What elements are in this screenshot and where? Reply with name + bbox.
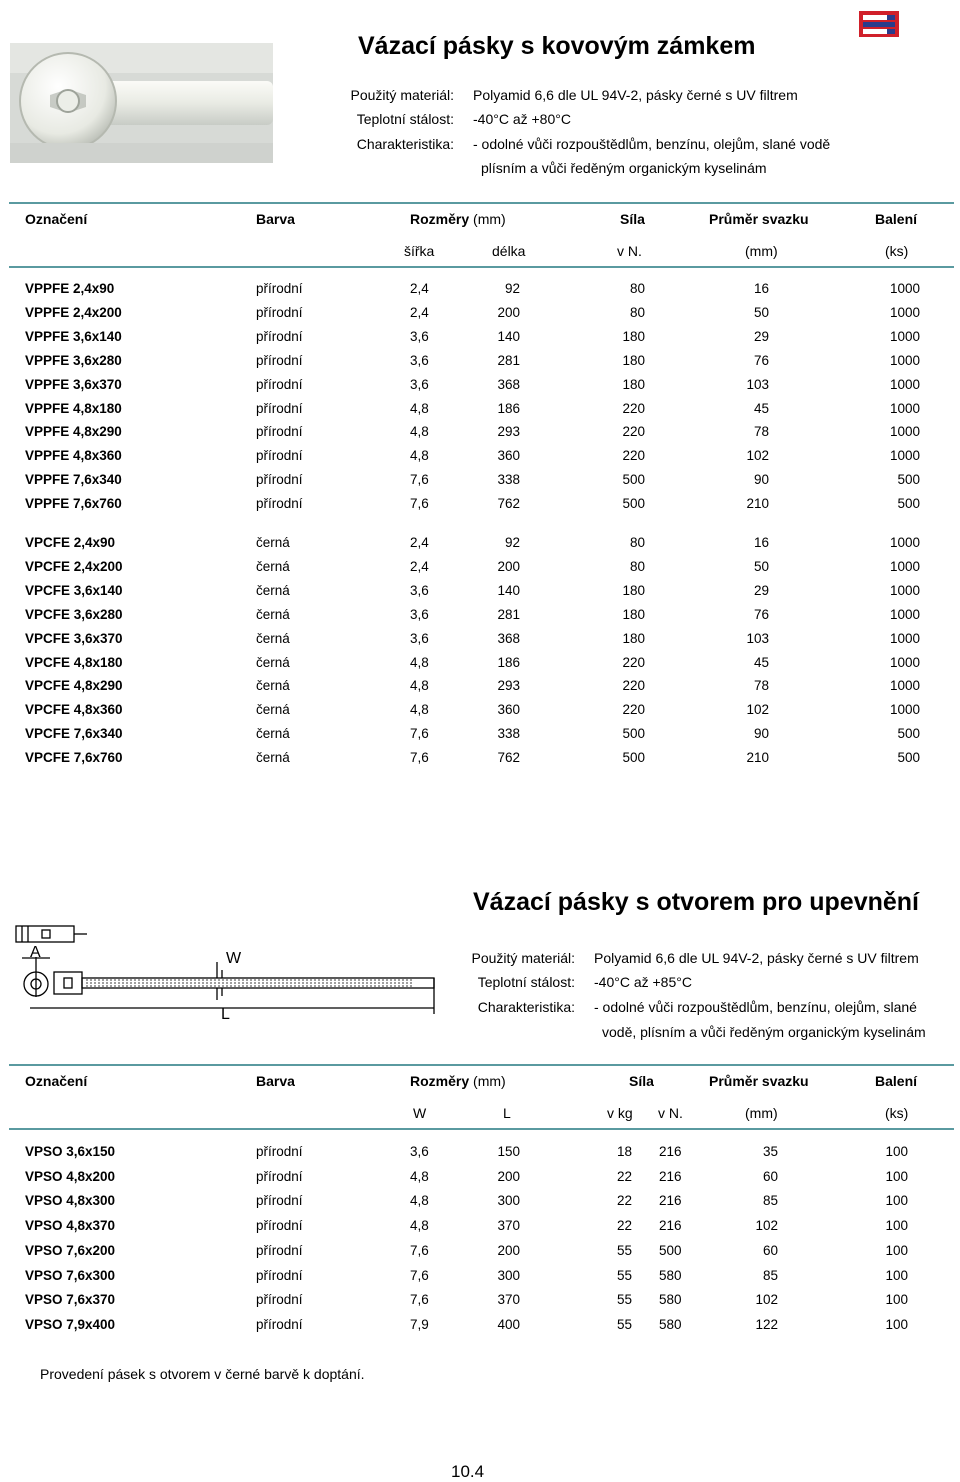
cell-diameter: 78 [753, 678, 769, 694]
cell-diameter: 76 [753, 606, 769, 622]
subheader-force-kg: v kg [607, 1105, 633, 1121]
spec-value: - odolné vůči rozpouštědlům, benzínu, olejům, slané vodě [473, 136, 831, 152]
cell-pack: 100 [885, 1316, 908, 1332]
spec-label: Charakteristika: [356, 136, 454, 152]
product-photo-cable-tie [10, 43, 273, 163]
cell-width: 4,8 [410, 1218, 429, 1234]
cell-length: 293 [497, 424, 520, 440]
cell-color: přírodní [256, 1193, 303, 1209]
cell-color: přírodní [256, 424, 303, 440]
cell-color: přírodní [256, 1144, 303, 1159]
table-row [0, 353, 960, 375]
table-row [0, 559, 960, 581]
cell-force-n: 216 [659, 1168, 682, 1184]
cell-color: přírodní [256, 1242, 303, 1258]
cell-length: 200 [497, 558, 520, 574]
spec-value: - odolné vůči rozpouštědlům, benzínu, olejům, slané [594, 999, 917, 1015]
cell-code: VPPFE 2,4x90 [25, 281, 115, 296]
table-row [0, 1243, 960, 1265]
cell-force: 500 [622, 750, 645, 766]
cell-length: 360 [497, 448, 520, 464]
cell-force-n: 216 [659, 1193, 682, 1209]
cell-force-n: 580 [659, 1267, 682, 1283]
col-header-pack: Balení [875, 1073, 918, 1089]
table-row [0, 607, 960, 629]
cell-force: 80 [629, 304, 645, 320]
cell-pack: 100 [885, 1292, 908, 1308]
spec-value: Polyamid 6,6 dle UL 94V-2, pásky černé s UV filtrem [594, 950, 919, 966]
cell-pack: 100 [885, 1267, 908, 1283]
cell-pack: 1000 [889, 352, 920, 368]
cell-length: 200 [497, 1242, 520, 1258]
cell-width: 3,6 [410, 328, 429, 344]
cell-pack: 500 [897, 496, 920, 512]
cell-color: černá [256, 726, 290, 742]
col-header-dims: Rozměry (mm) [410, 1073, 506, 1089]
cell-code: VPPFE 7,6x340 [25, 472, 122, 488]
table-row [0, 726, 960, 748]
cell-length: 338 [497, 726, 520, 742]
cell-width: 3,6 [410, 376, 429, 392]
cell-force-n: 216 [659, 1144, 682, 1159]
cell-force: 180 [622, 352, 645, 368]
cell-width: 2,4 [410, 535, 429, 550]
cell-length: 92 [504, 281, 520, 296]
cell-length: 281 [497, 606, 520, 622]
cell-code: VPSO 7,6x200 [25, 1242, 116, 1258]
subheader-diameter-unit: (mm) [745, 243, 778, 259]
cell-code: VPPFE 3,6x280 [25, 352, 122, 368]
cell-length: 300 [497, 1267, 520, 1283]
cell-length: 762 [497, 750, 520, 766]
cell-force-n: 216 [659, 1218, 682, 1234]
cell-length: 281 [497, 352, 520, 368]
cell-force: 180 [622, 630, 645, 646]
cell-pack: 100 [885, 1193, 908, 1209]
cell-diameter: 45 [753, 654, 769, 670]
col-header-color: Barva [256, 1073, 295, 1089]
cell-color: přírodní [256, 304, 303, 320]
table-row [0, 496, 960, 518]
cell-force: 500 [622, 472, 645, 488]
cell-length: 370 [497, 1292, 520, 1308]
cell-color: černá [256, 654, 290, 670]
cell-force-kg: 55 [616, 1316, 632, 1332]
cell-pack: 1000 [889, 304, 920, 320]
cell-code: VPCFE 3,6x370 [25, 630, 123, 646]
cell-diameter: 78 [753, 424, 769, 440]
cell-color: přírodní [256, 1292, 303, 1308]
cell-diameter: 50 [753, 558, 769, 574]
cell-code: VPSO 7,6x300 [25, 1267, 116, 1283]
subheader-width: W [413, 1105, 427, 1121]
cell-diameter: 102 [755, 1292, 778, 1308]
cell-pack: 1000 [889, 424, 920, 440]
spec-value: plísním a vůči ředěným organickým kyselinám [481, 160, 767, 176]
cell-pack: 1000 [889, 535, 920, 550]
cell-length: 370 [497, 1218, 520, 1234]
page-number: 10.4 [451, 1462, 485, 1481]
cell-color: přírodní [256, 1218, 303, 1234]
cell-code: VPCFE 7,6x760 [25, 750, 123, 766]
cell-width: 2,4 [410, 281, 429, 296]
cell-force: 220 [622, 702, 645, 718]
cell-width: 3,6 [410, 1144, 429, 1159]
cell-pack: 1000 [889, 702, 920, 718]
cell-width: 3,6 [410, 630, 429, 646]
table-rule [9, 1064, 954, 1066]
subheader-width: šířka [404, 243, 435, 259]
cell-force-kg: 22 [616, 1193, 632, 1209]
cell-pack: 1000 [889, 606, 920, 622]
cell-color: černá [256, 630, 290, 646]
cell-pack: 500 [897, 726, 920, 742]
cell-force-n: 580 [659, 1292, 682, 1308]
section1-title: Vázací pásky s kovovým zámkem [358, 32, 756, 60]
table-rule [9, 1128, 954, 1130]
cell-length: 200 [497, 304, 520, 320]
cell-code: VPSO 3,6x150 [25, 1144, 116, 1159]
cell-diameter: 16 [753, 535, 769, 550]
cell-force: 80 [629, 281, 645, 296]
cell-color: přírodní [256, 1316, 303, 1332]
cell-width: 4,8 [410, 448, 429, 464]
cell-diameter: 85 [762, 1193, 778, 1209]
spec-value: -40°C až +80°C [473, 111, 571, 127]
table-row [0, 750, 960, 772]
cell-length: 762 [497, 496, 520, 512]
cell-pack: 100 [885, 1242, 908, 1258]
cell-force: 180 [622, 606, 645, 622]
col-header-diameter: Průměr svazku [709, 211, 809, 227]
cell-code: VPCFE 3,6x280 [25, 606, 123, 622]
cell-diameter: 60 [762, 1168, 778, 1184]
cell-length: 140 [497, 582, 520, 598]
diagram-label-a: A [30, 944, 41, 961]
cell-diameter: 85 [762, 1267, 778, 1283]
cell-code: VPCFE 2,4x90 [25, 535, 116, 550]
cell-diameter: 210 [746, 750, 769, 766]
cell-code: VPSO 4,8x200 [25, 1168, 116, 1184]
cell-diameter: 210 [746, 496, 769, 512]
cell-diameter: 90 [753, 726, 769, 742]
cell-width: 3,6 [410, 582, 429, 598]
cell-length: 368 [497, 630, 520, 646]
cable-tie-diagram [12, 922, 447, 1027]
cell-code: VPPFE 3,6x370 [25, 376, 122, 392]
diagram-label-l: L [221, 1006, 230, 1023]
col-header-pack: Balení [875, 211, 918, 227]
cell-width: 7,6 [410, 496, 429, 512]
cell-width: 4,8 [410, 654, 429, 670]
table-row [0, 472, 960, 494]
subheader-diameter-unit: (mm) [745, 1105, 778, 1121]
cell-color: černá [256, 702, 290, 718]
cell-length: 293 [497, 678, 520, 694]
table-row [0, 535, 960, 557]
cell-code: VPPFE 7,6x760 [25, 496, 122, 512]
table-row [0, 377, 960, 399]
cell-color: přírodní [256, 472, 303, 488]
cell-diameter: 102 [755, 1218, 778, 1234]
cell-length: 200 [497, 1168, 520, 1184]
cell-width: 4,8 [410, 424, 429, 440]
table-rule [9, 202, 954, 204]
spec-label: Použitý materiál: [350, 87, 454, 103]
cell-pack: 1000 [889, 678, 920, 694]
cell-width: 4,8 [410, 678, 429, 694]
section2-title: Vázací pásky s otvorem pro upevnění [473, 888, 919, 916]
cell-width: 7,6 [410, 726, 429, 742]
table-rule [9, 266, 954, 268]
cell-force-kg: 55 [616, 1242, 632, 1258]
cell-color: černá [256, 750, 290, 766]
cell-force: 180 [622, 582, 645, 598]
cell-force: 220 [622, 678, 645, 694]
cell-pack: 100 [885, 1168, 908, 1184]
cell-force: 500 [622, 496, 645, 512]
cell-color: přírodní [256, 328, 303, 344]
cell-pack: 500 [897, 472, 920, 488]
cell-width: 2,4 [410, 558, 429, 574]
cell-code: VPPFE 2,4x200 [25, 304, 122, 320]
cell-length: 186 [497, 400, 520, 416]
table-row [0, 1317, 960, 1339]
cell-pack: 1000 [889, 281, 920, 296]
cell-length: 186 [497, 654, 520, 670]
cell-code: VPSO 4,8x300 [25, 1193, 116, 1209]
cell-color: přírodní [256, 400, 303, 416]
cell-pack: 500 [897, 750, 920, 766]
cell-width: 4,8 [410, 1168, 429, 1184]
cell-diameter: 76 [753, 352, 769, 368]
cell-diameter: 50 [753, 304, 769, 320]
cell-force-kg: 55 [616, 1292, 632, 1308]
cell-diameter: 29 [753, 582, 769, 598]
cell-diameter: 16 [753, 281, 769, 296]
cell-pack: 1000 [889, 630, 920, 646]
cell-force-kg: 55 [616, 1267, 632, 1283]
cell-color: přírodní [256, 352, 303, 368]
company-logo [856, 7, 902, 41]
col-header-dims: Rozměry (mm) [410, 211, 506, 227]
cell-pack: 1000 [889, 448, 920, 464]
cell-code: VPSO 4,8x370 [25, 1218, 116, 1234]
cell-width: 3,6 [410, 606, 429, 622]
subheader-force-n: v N. [658, 1105, 683, 1121]
col-header-force: Síla [629, 1073, 654, 1089]
cell-color: černá [256, 606, 290, 622]
footnote: Provedení pásek s otvorem v černé barvě k doptání. [40, 1366, 365, 1382]
cell-diameter: 103 [746, 630, 769, 646]
col-header-force: Síla [620, 211, 645, 227]
cell-color: přírodní [256, 448, 303, 464]
cell-code: VPCFE 2,4x200 [25, 558, 123, 574]
cell-width: 2,4 [410, 304, 429, 320]
cell-width: 7,6 [410, 472, 429, 488]
spec-value: -40°C až +85°C [594, 974, 692, 990]
table-row [0, 1144, 960, 1166]
spec-label: Teplotní stálost: [356, 111, 454, 127]
cell-color: přírodní [256, 376, 303, 392]
subheader-pack-unit: (ks) [885, 243, 909, 259]
cell-color: černá [256, 678, 290, 694]
cell-code: VPPFE 4,8x360 [25, 448, 122, 464]
diagram-label-w: W [226, 950, 242, 967]
cell-force: 500 [622, 726, 645, 742]
cell-length: 400 [497, 1316, 520, 1332]
cell-diameter: 45 [753, 400, 769, 416]
table-row [0, 305, 960, 327]
cell-code: VPCFE 4,8x360 [25, 702, 123, 718]
cell-force: 220 [622, 424, 645, 440]
cell-length: 140 [497, 328, 520, 344]
cell-color: přírodní [256, 281, 303, 296]
cell-color: přírodní [256, 1267, 303, 1283]
cell-width: 7,6 [410, 1292, 429, 1308]
cell-color: černá [256, 558, 290, 574]
cell-color: černá [256, 535, 290, 550]
cell-pack: 1000 [889, 328, 920, 344]
cell-force: 180 [622, 328, 645, 344]
table-row [0, 1169, 960, 1191]
cell-code: VPSO 7,6x370 [25, 1292, 116, 1308]
col-header-color: Barva [256, 211, 295, 227]
cell-color: přírodní [256, 1168, 303, 1184]
table-row [0, 401, 960, 423]
cell-diameter: 29 [753, 328, 769, 344]
table-row [0, 424, 960, 446]
cell-length: 92 [504, 535, 520, 550]
cell-force: 80 [629, 558, 645, 574]
table-row [0, 655, 960, 677]
cell-diameter: 90 [753, 472, 769, 488]
cell-length: 368 [497, 376, 520, 392]
cell-width: 7,6 [410, 1267, 429, 1283]
table-row [0, 702, 960, 724]
col-header-code: Označení [25, 1073, 88, 1089]
table-row [0, 1193, 960, 1215]
cell-width: 7,6 [410, 750, 429, 766]
cell-length: 300 [497, 1193, 520, 1209]
cell-diameter: 103 [746, 376, 769, 392]
subheader-force-unit: v N. [617, 243, 642, 259]
cell-diameter: 102 [746, 448, 769, 464]
cell-force: 220 [622, 654, 645, 670]
table-row [0, 583, 960, 605]
spec-label: Použitý materiál: [471, 950, 575, 966]
spec-value: vodě, plísním a vůči ředěným organickým kyselinám [602, 1024, 926, 1040]
table-row [0, 281, 960, 303]
table-row [0, 1292, 960, 1314]
subheader-length: délka [492, 243, 526, 259]
cell-force: 220 [622, 448, 645, 464]
cell-width: 4,8 [410, 1193, 429, 1209]
cell-pack: 1000 [889, 400, 920, 416]
cell-code: VPSO 7,9x400 [25, 1316, 116, 1332]
cell-pack: 100 [885, 1218, 908, 1234]
cell-code: VPCFE 7,6x340 [25, 726, 123, 742]
cell-width: 7,6 [410, 1242, 429, 1258]
cell-width: 7,9 [410, 1316, 429, 1332]
cell-force-kg: 22 [616, 1218, 632, 1234]
cell-width: 3,6 [410, 352, 429, 368]
cell-diameter: 122 [755, 1316, 778, 1332]
cell-pack: 1000 [889, 582, 920, 598]
cell-force-kg: 22 [616, 1168, 632, 1184]
cell-pack: 100 [885, 1144, 908, 1159]
cell-length: 150 [497, 1144, 520, 1159]
col-header-code: Označení [25, 211, 88, 227]
cell-force: 80 [629, 535, 645, 550]
cell-diameter: 35 [762, 1144, 778, 1159]
subheader-pack-unit: (ks) [885, 1105, 909, 1121]
table-row [0, 1218, 960, 1240]
cell-force-n: 580 [659, 1316, 682, 1332]
cell-width: 4,8 [410, 702, 429, 718]
table-row [0, 678, 960, 700]
table-row [0, 631, 960, 653]
cell-color: černá [256, 582, 290, 598]
cell-code: VPCFE 3,6x140 [25, 582, 123, 598]
cell-diameter: 60 [762, 1242, 778, 1258]
cell-length: 338 [497, 472, 520, 488]
cell-code: VPPFE 4,8x180 [25, 400, 122, 416]
col-header-diameter: Průměr svazku [709, 1073, 809, 1089]
cell-force-kg: 18 [616, 1144, 632, 1159]
cell-color: přírodní [256, 496, 303, 512]
cell-length: 360 [497, 702, 520, 718]
cell-code: VPPFE 4,8x290 [25, 424, 122, 440]
subheader-length: L [503, 1105, 511, 1121]
cell-force: 180 [622, 376, 645, 392]
cell-pack: 1000 [889, 558, 920, 574]
cell-force: 220 [622, 400, 645, 416]
cell-code: VPCFE 4,8x290 [25, 678, 123, 694]
cell-pack: 1000 [889, 376, 920, 392]
cell-width: 4,8 [410, 400, 429, 416]
spec-label: Charakteristika: [477, 999, 575, 1015]
spec-label: Teplotní stálost: [477, 974, 575, 990]
cell-diameter: 102 [746, 702, 769, 718]
table-row [0, 448, 960, 470]
table-row [0, 1268, 960, 1290]
table-row [0, 329, 960, 351]
cell-code: VPPFE 3,6x140 [25, 328, 122, 344]
cell-code: VPCFE 4,8x180 [25, 654, 123, 670]
spec-value: Polyamid 6,6 dle UL 94V-2, pásky černé s UV filtrem [473, 87, 798, 103]
cell-pack: 1000 [889, 654, 920, 670]
cell-force-n: 500 [659, 1242, 682, 1258]
